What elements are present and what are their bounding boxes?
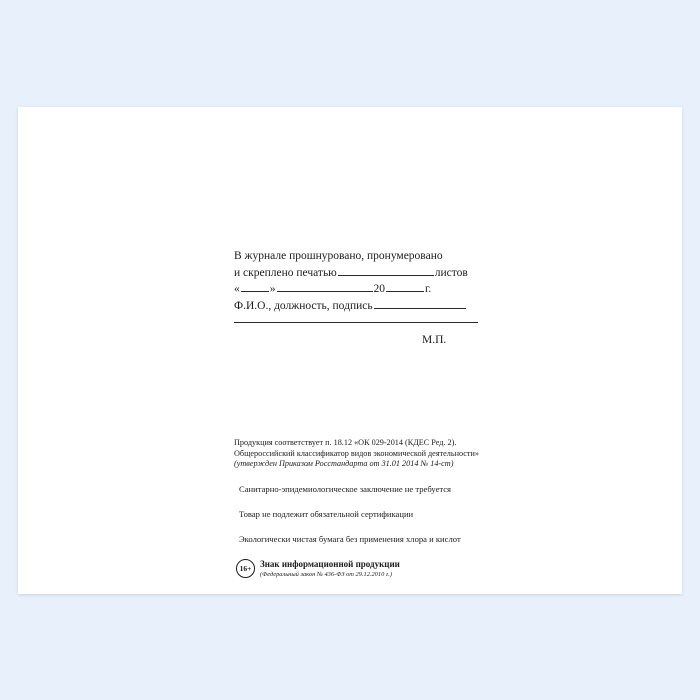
mark-title: Знак информационной продукции: [260, 558, 400, 569]
legal-spacer-3: [234, 520, 534, 533]
attestation-line-3: [234, 281, 534, 298]
legal-item-0: Санитарно-эпидемиологическое заключение не требуется: [239, 483, 452, 494]
legal-spacer: [234, 470, 534, 483]
date-quote-open: «: [234, 283, 240, 295]
signatory-blank[interactable]: [374, 298, 466, 309]
year-prefix: 20: [373, 283, 385, 295]
document-page: [18, 107, 682, 594]
attestation-line-2-suffix: листов: [434, 266, 468, 279]
legal-item-1: Товар не подлежит обязательной сертификации: [239, 508, 414, 519]
mark-subtitle: (Федеральный закон № 436-ФЗ от 29.12.2010 г.): [260, 570, 393, 578]
attestation-line-2-prefix: и скреплено печатью: [234, 266, 337, 279]
month-blank[interactable]: [277, 281, 373, 292]
year-suffix: г.: [425, 283, 432, 295]
product-compliance-line-3: (утвержден Приказом Росстандарта от 31.01 2014 № 14-ст): [234, 459, 454, 468]
legal-spacer-2: [234, 495, 534, 508]
seal-mark: М.П.: [422, 334, 447, 346]
age-rating-icon: 16+: [236, 559, 255, 578]
page-content: [218, 107, 658, 594]
information-product-mark: [234, 558, 534, 582]
legal-block: [234, 438, 534, 582]
year-blank[interactable]: [386, 281, 424, 292]
legal-item-2: Экологически чистая бумага без применения хлора и кислот: [239, 533, 461, 544]
attestation-line-2: [234, 265, 534, 282]
day-blank[interactable]: [241, 281, 269, 292]
attestation-block: [234, 249, 534, 323]
signatory-label: Ф.И.О., должность, подпись: [234, 299, 373, 312]
product-compliance-line-1: Продукция соответствует п. 18.12 «ОК 029-2014 (КДЕС Ред. 2).: [234, 438, 457, 447]
product-compliance-line-2: Общероссийский классификатор видов экономической деятельности»: [234, 448, 479, 458]
signatory-blank-second-line[interactable]: [234, 317, 478, 323]
mark-text-group: [260, 558, 400, 579]
sheets-count-blank[interactable]: [338, 265, 434, 276]
attestation-line-4: [234, 298, 534, 315]
attestation-line-1: В журнале прошнуровано, пронумеровано: [234, 250, 443, 262]
date-quote-close: »: [269, 283, 276, 295]
